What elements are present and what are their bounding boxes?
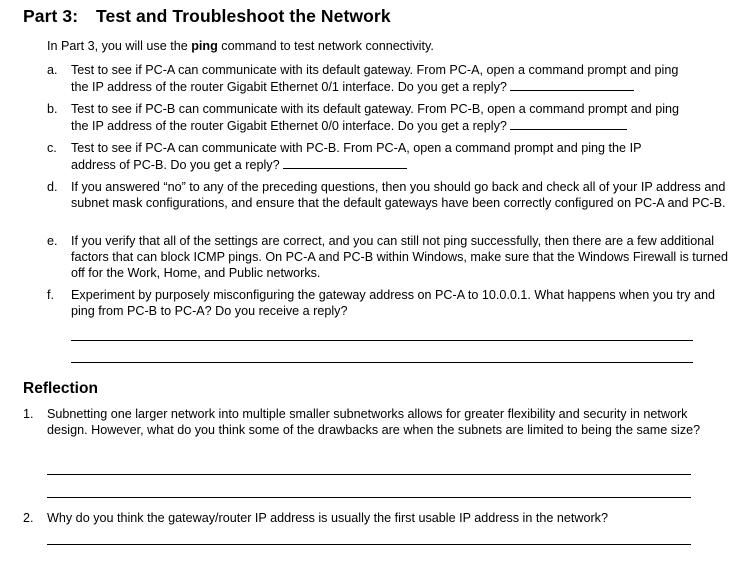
step-a <box>47 62 727 94</box>
question-text: Why do you think the gateway/router IP address is usually the first usable IP address in the network? <box>47 511 608 525</box>
reflection-question-2 <box>23 510 728 526</box>
answer-line[interactable] <box>47 497 691 498</box>
step-line: address of PC-B. Do you get a reply? <box>71 158 280 172</box>
step-text <box>71 140 731 173</box>
question-number: 2. <box>23 511 34 525</box>
step-line: the IP address of the router Gigabit Ethernet 0/0 interface. Do you get a reply? <box>71 119 507 133</box>
intro-ping-command: ping <box>191 39 218 53</box>
step-label: b. <box>47 102 58 116</box>
step-d <box>47 179 727 227</box>
reflection-question-1 <box>23 406 728 454</box>
reflection-heading: Reflection <box>23 380 98 397</box>
part3-intro <box>47 39 434 53</box>
answer-line[interactable] <box>47 544 691 545</box>
step-line: the IP address of the router Gigabit Ethernet 0/1 interface. Do you get a reply? <box>71 80 507 94</box>
step-label: e. <box>47 234 58 248</box>
step-text <box>71 62 731 95</box>
step-label: a. <box>47 63 58 77</box>
question-number: 1. <box>23 407 34 421</box>
intro-text-end: command to test network connectivity. <box>217 39 434 53</box>
step-text: If you verify that all of the settings are correct, and you can still not ping successfully, then there are a few additional factors that can block ICMP pings. On PC-A and PC-B within Windows, make sure that the Windows Firewall is turned off for the Work, Home, and Public networks. <box>71 234 729 280</box>
step-line: Test to see if PC-A can communicate with PC-B. From PC-A, open a command prompt and ping the IP <box>71 141 642 155</box>
answer-line[interactable] <box>71 362 693 363</box>
step-line: Test to see if PC-A can communicate with its default gateway. From PC-A, open a command prompt and ping <box>71 63 679 77</box>
part3-heading <box>23 6 391 27</box>
intro-text: In Part 3, you will use the <box>47 39 192 53</box>
step-b <box>47 101 727 133</box>
step-label: c. <box>47 141 57 155</box>
step-c <box>47 140 727 172</box>
step-e <box>47 233 727 281</box>
step-text: If you answered “no” to any of the preceding questions, then you should go back and check all of your IP address and subnet mask configurations, and ensure that the default gateways have been correctly configured on PC-A and PC-B. <box>71 180 726 210</box>
answer-line[interactable] <box>47 474 691 475</box>
step-text <box>71 101 731 134</box>
answer-blank[interactable] <box>283 156 407 169</box>
part3-title: Test and Troubleshoot the Network <box>96 6 391 26</box>
step-text: Experiment by purposely misconfiguring the gateway address on PC-A to 10.0.0.1. What happens when you try and ping from PC-B to PC-A? Do you receive a reply? <box>71 288 716 318</box>
part3-number: Part 3: <box>23 6 79 26</box>
step-line: Test to see if PC-B can communicate with its default gateway. From PC-B, open a command prompt and ping <box>71 102 680 116</box>
step-label: d. <box>47 180 58 194</box>
answer-blank[interactable] <box>510 78 634 91</box>
step-f <box>47 287 727 319</box>
answer-line[interactable] <box>71 340 693 341</box>
step-label: f. <box>47 288 54 302</box>
answer-blank[interactable] <box>510 117 627 130</box>
question-text: Subnetting one larger network into multiple smaller subnetworks allows for greater flexibility and security in network design. However, what do you think some of the drawbacks are when the subnets are limited to being the same size? <box>47 407 701 437</box>
